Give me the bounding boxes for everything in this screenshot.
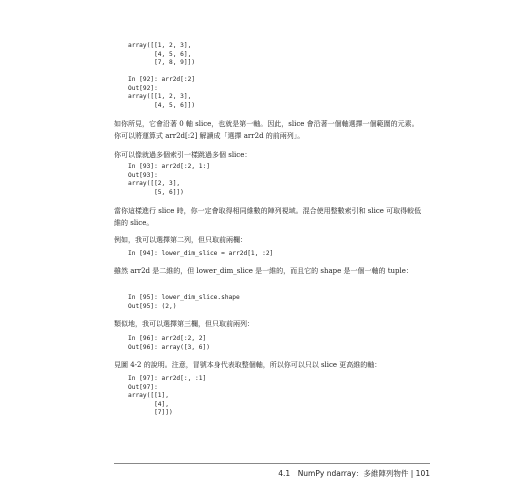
code-block: In [96]: arr2d[:2, 2] Out[96]: array([3, 6]) [128, 335, 210, 351]
paragraph: 見圖 4-2 的說明。注意，冒號本身代表取整個軸，所以你可以只以 slice 更高維的軸： [114, 361, 382, 369]
code-block: In [97]: arr2d[:, :1] Out[97]: array([[1], [4], [7]]) [128, 375, 207, 417]
code-block: In [95]: lower_dim_slice.shape Out[95]: (2,) [128, 294, 240, 310]
paragraph: 例如，我可以選擇第二列，但只取前兩欄： [114, 236, 247, 244]
code-block: In [93]: arr2d[:2, 1:] Out[93]: array([[2, 3], [5, 6]]) [128, 163, 210, 196]
paragraph: 你可以像就過多個索引一樣跳過多個 slice： [114, 151, 252, 159]
page-footer: 4.1 NumPy ndarray：多維陣列物件 | 101 [278, 469, 430, 478]
paragraph: 雖然 arr2d 是二維的，但 lower_dim_slice 是一維的，而且它的 shape 是一個一軸的 tuple： [114, 267, 413, 275]
code-block: array([[1, 2, 3], [4, 5, 6], [7, 8, 9]]) [128, 42, 196, 67]
paragraph: 如你所見，它會沿著 0 軸 slice，也就是第一軸。因此，slice 會沿著一個軸選擇一個範圍的元素。你可以將運算式 arr2d[:2] 解讀成「選擇 arr2d 的前兩列」。 [114, 120, 419, 140]
code-block: In [92]: arr2d[:2] Out[92]: array([[1, 2, 3], [4, 5, 6]]) [128, 76, 196, 109]
paragraph: 類似地，我可以選擇第三欄，但只取前兩列： [114, 320, 254, 328]
paragraph: 當你這樣進行 slice 時，你一定會取得相同維數的陣列視域。混合使用整數索引和 slice 可取得較低維的 slice。 [114, 207, 422, 227]
code-block: In [94]: lower_dim_slice = arr2d[1, :2] [128, 250, 274, 257]
footer-rule [114, 463, 430, 464]
